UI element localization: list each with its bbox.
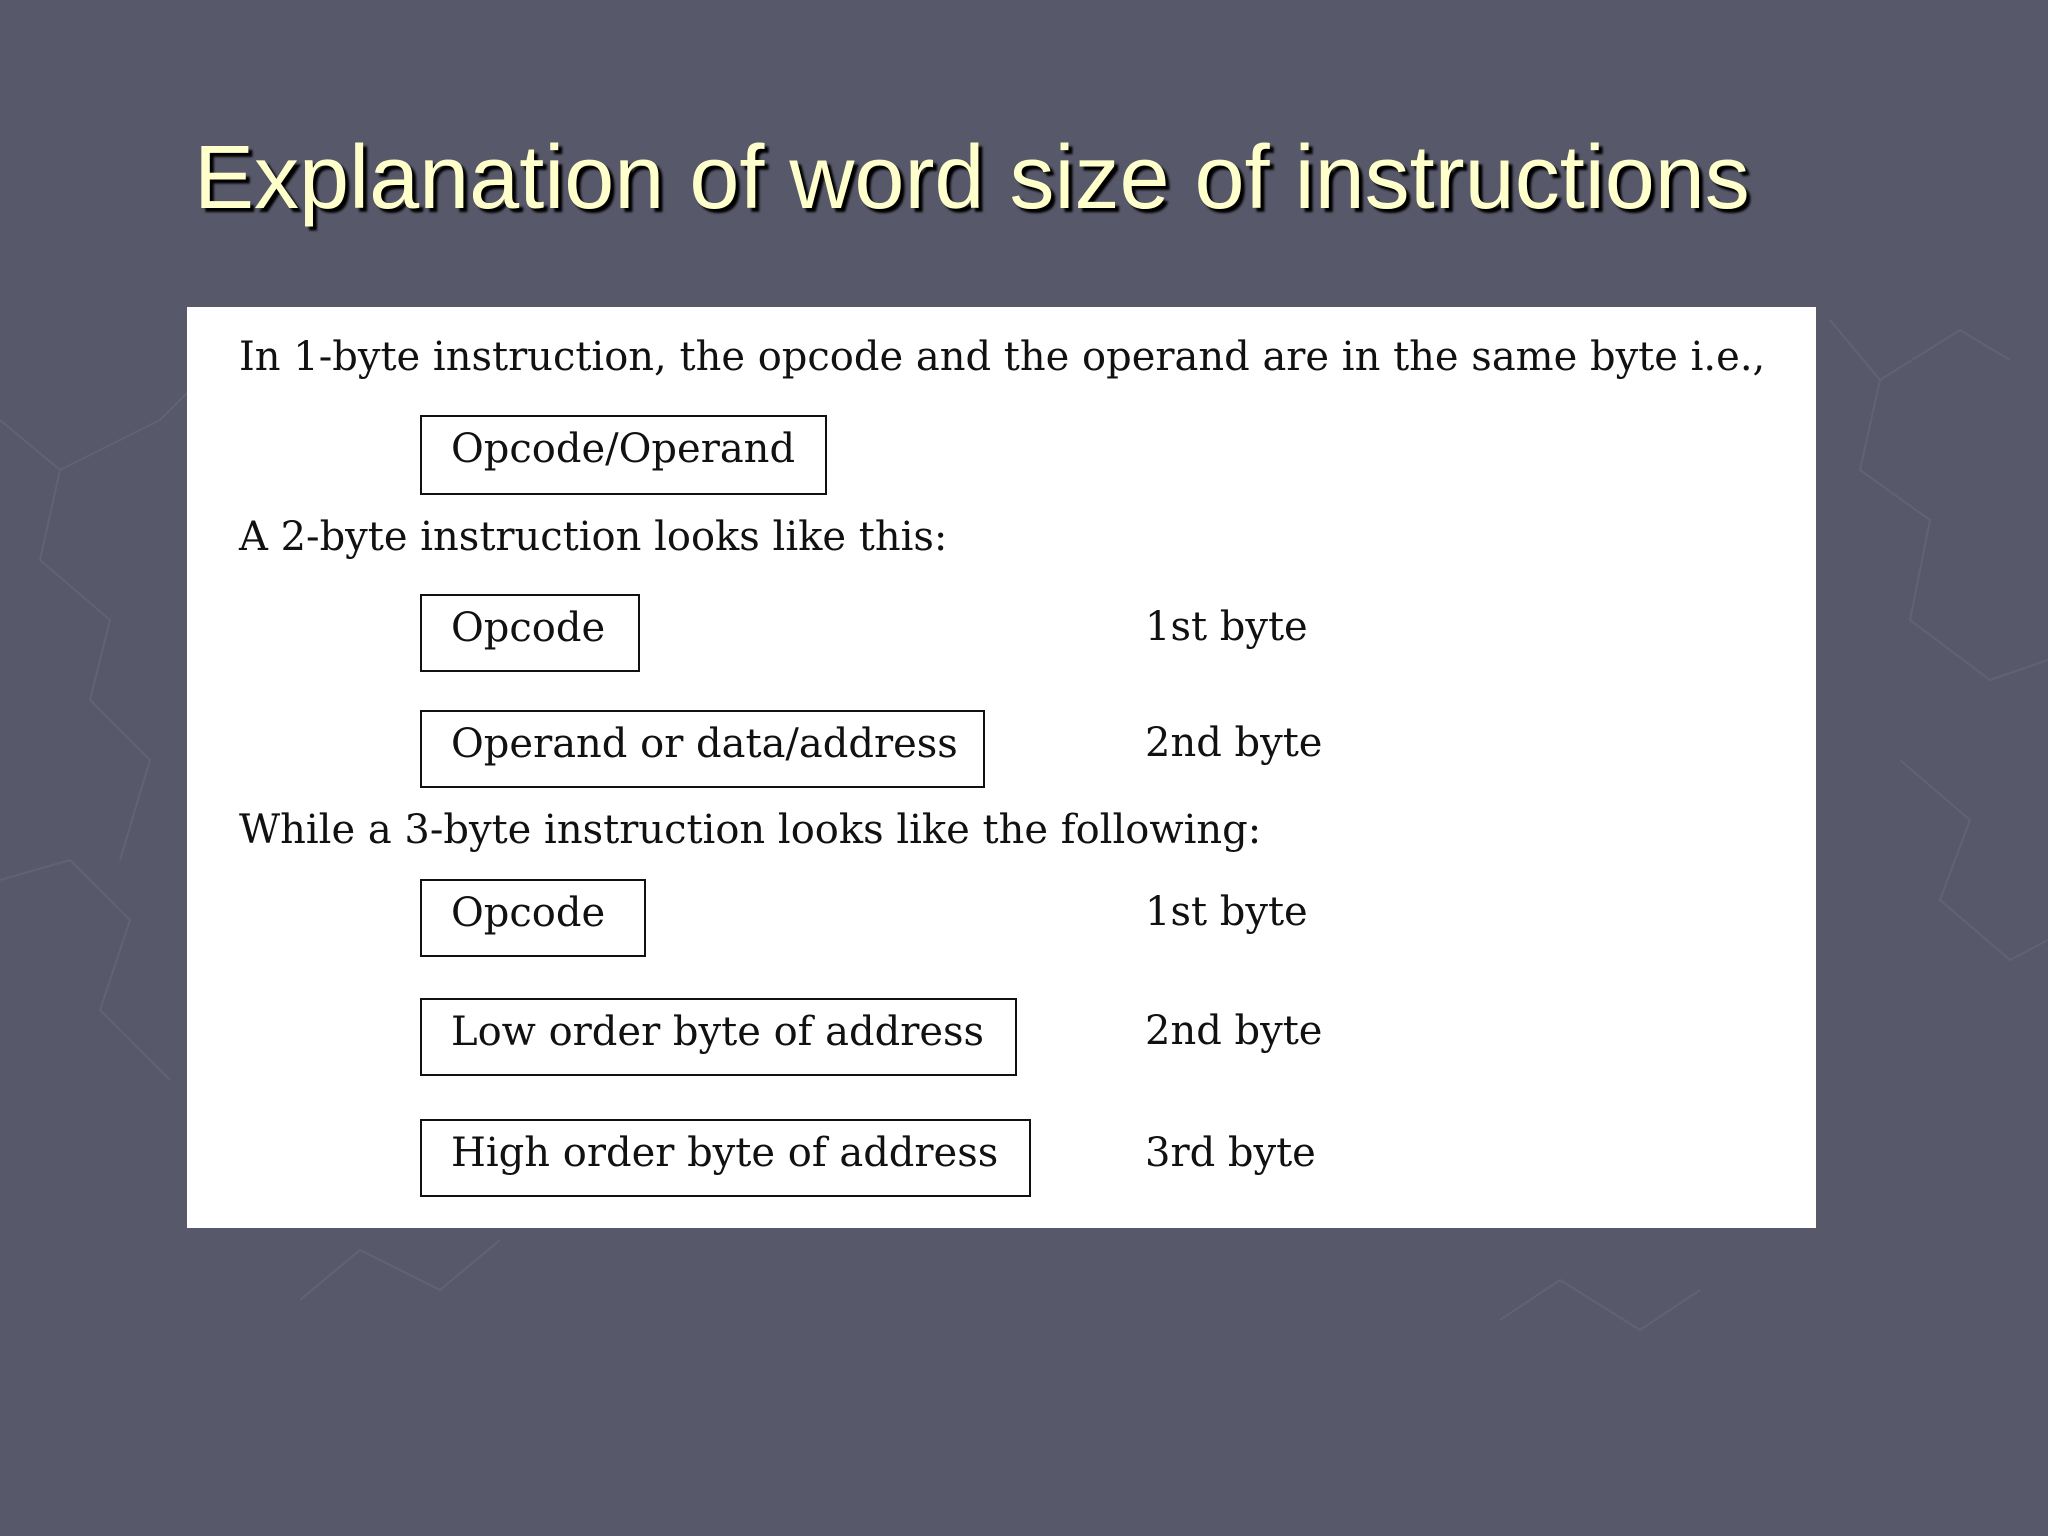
three-byte-third-label: 3rd byte — [1145, 1130, 1316, 1176]
three-byte-intro-text: While a 3-byte instruction looks like the following: — [239, 807, 1262, 853]
three-byte-first-label: 1st byte — [1145, 889, 1308, 935]
slide-title: Explanation of word size of instructions — [194, 128, 1750, 228]
two-byte-operand-box: Operand or data/address — [420, 710, 985, 788]
one-byte-intro-text: In 1-byte instruction, the opcode and the operand are in the same byte i.e., — [239, 334, 1766, 380]
content-image — [187, 307, 1816, 1228]
low-order-byte-box: Low order byte of address — [420, 998, 1017, 1076]
two-byte-first-label: 1st byte — [1145, 604, 1308, 650]
three-byte-second-label: 2nd byte — [1145, 1008, 1323, 1054]
high-order-byte-box: High order byte of address — [420, 1119, 1031, 1197]
opcode-operand-box: Opcode/Operand — [420, 415, 827, 495]
two-byte-intro-text: A 2-byte instruction looks like this: — [239, 514, 948, 560]
two-byte-opcode-box: Opcode — [420, 594, 640, 672]
three-byte-opcode-box: Opcode — [420, 879, 646, 957]
two-byte-second-label: 2nd byte — [1145, 720, 1323, 766]
